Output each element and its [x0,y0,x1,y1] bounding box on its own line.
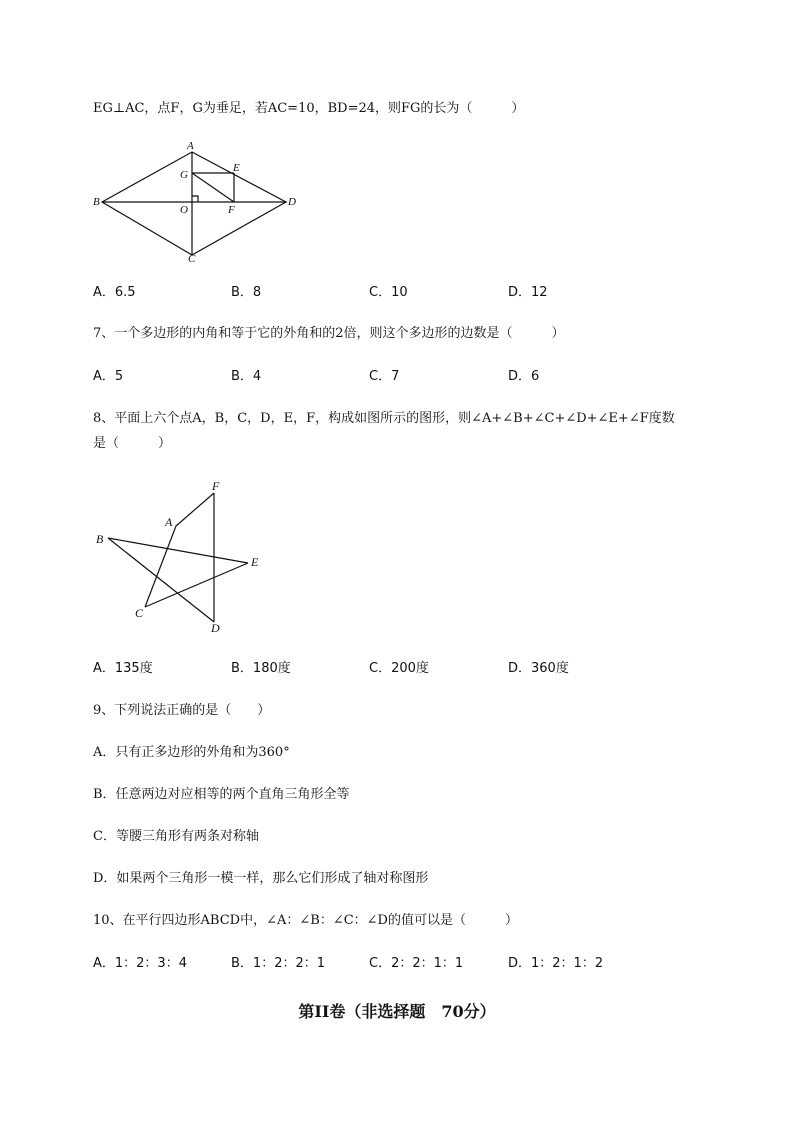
q8-stem-line1: 8、平面上六个点A，B，C，D，E，F，构成如图所示的图形，则∠A+∠B+∠C+∠D+∠E+∠F度数 [93,411,675,426]
section-ii-title: 第II卷（非选择题 70分） [298,1002,496,1021]
label-d: D [211,621,220,635]
label-e: E [233,162,240,174]
segment-b-e [108,538,248,563]
q7-option-a[interactable]: A．5 [93,369,124,384]
q10-option-a[interactable]: A．1：2：3：4 [93,956,187,971]
q6-option-d[interactable]: D．12 [508,285,548,300]
q10-option-b[interactable]: B．1：2：2：1 [231,956,326,971]
q10-option-d[interactable]: D．1：2：1：2 [508,956,604,971]
label-g: G [180,169,188,181]
q6-option-c[interactable]: C．10 [369,285,408,300]
q10-stem: 10、在平行四边形ABCD中，∠A：∠B：∠C：∠D的值可以是（ ） [93,913,518,928]
q9-stem: 9、下列说法正确的是（ ） [93,703,271,718]
label-f: F [212,479,220,493]
q6-option-b[interactable]: B．8 [231,285,262,300]
q7-stem: 7、一个多边形的内角和等于它的外角和的2倍，则这个多边形的边数是（ ） [93,326,565,341]
q7-option-b[interactable]: B．4 [231,369,262,384]
q8-option-d[interactable]: D．360度 [508,661,569,676]
label-a: A [165,515,173,529]
label-d: D [288,196,296,208]
q9-option-c[interactable]: C．等腰三角形有两条对称轴 [93,829,259,844]
label-c: C [135,606,144,620]
segment-e-c [145,563,248,607]
segment-d-b [108,538,214,622]
q6-rhombus-figure [90,138,300,264]
q8-option-b[interactable]: B．180度 [231,661,291,676]
label-c: C [188,253,196,264]
label-b: B [93,196,100,208]
q8-option-a[interactable]: A．135度 [93,661,153,676]
q9-option-a[interactable]: A．只有正多边形的外角和为360° [93,745,290,760]
q8-star-figure [90,474,270,636]
q8-option-c[interactable]: C．200度 [369,661,429,676]
label-e: E [251,555,259,569]
right-angle-mark-o [192,196,198,202]
segment-c-a [145,526,176,607]
q6-stem-tail: EG⊥AC，点F，G为垂足，若AC=10，BD=24，则FG的长为（ ） [93,101,525,116]
label-b: B [96,532,104,546]
q9-option-d[interactable]: D．如果两个三角形一模一样，那么它们形成了轴对称图形 [93,871,429,886]
q7-option-c[interactable]: C．7 [369,369,400,384]
q10-option-c[interactable]: C．2：2：1：1 [369,956,464,971]
q9-option-b[interactable]: B．任意两边对应相等的两个直角三角形全等 [93,787,350,802]
q6-option-a[interactable]: A．6.5 [93,285,136,300]
q7-option-d[interactable]: D．6 [508,369,540,384]
q8-stem-line2: 是（ ） [93,436,172,451]
segment-a-f [176,493,214,526]
rhombus-abcd [102,152,286,255]
label-f: F [228,204,235,216]
label-o: O [180,204,188,216]
label-a: A [187,140,194,152]
